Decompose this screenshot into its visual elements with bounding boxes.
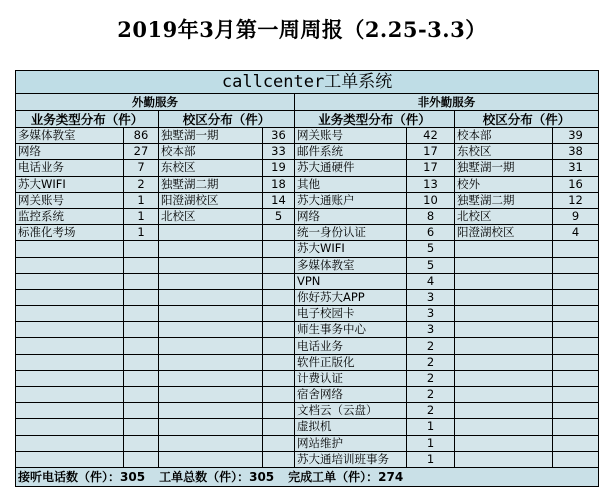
field-service-header: 外勤服务	[16, 94, 295, 111]
nonfield-campus-count-cell: 9	[553, 208, 599, 224]
table-row	[16, 176, 599, 192]
field-type-count-cell	[124, 257, 159, 273]
nonfield-type-header: 业务类型分布（件）	[295, 111, 455, 128]
nonfield-type-count-cell: 13	[407, 176, 455, 192]
field-campus-count-cell	[263, 354, 295, 370]
field-type-name-cell	[16, 273, 124, 289]
field-campus-name-cell	[159, 370, 263, 386]
table-row	[16, 338, 599, 354]
report-title: 2019年3月第一周周报（2.25-3.3）	[117, 17, 487, 42]
field-campus-count-cell	[263, 338, 295, 354]
table-row	[16, 306, 599, 322]
table-row	[16, 144, 599, 160]
nonfield-campus-count-cell: 16	[553, 176, 599, 192]
field-campus-name-cell: 东校区	[159, 160, 263, 176]
field-type-name-cell: 苏大WIFI	[16, 176, 124, 192]
nonfield-campus-name-cell	[455, 273, 553, 289]
field-type-name-cell	[16, 435, 124, 451]
table-row	[16, 289, 599, 305]
field-campus-name-cell	[159, 338, 263, 354]
nonfield-campus-count-cell	[553, 322, 599, 338]
nonfield-type-count-cell: 3	[407, 306, 455, 322]
nonfield-campus-name-cell	[455, 387, 553, 403]
calls-label: 接听电话数（件）：	[18, 469, 121, 484]
field-type-count-cell: 1	[124, 225, 159, 241]
nonfield-type-name-cell: 苏大通账户	[295, 192, 407, 208]
nonfield-type-name-cell: 电话业务	[295, 338, 407, 354]
table-row	[16, 419, 599, 435]
field-campus-name-cell	[159, 403, 263, 419]
field-campus-count-cell: 36	[263, 128, 295, 144]
field-type-name-cell	[16, 338, 124, 354]
table-row	[16, 192, 599, 208]
nonfield-campus-count-cell	[553, 403, 599, 419]
nonfield-type-name-cell: VPN	[295, 273, 407, 289]
field-type-count-cell	[124, 435, 159, 451]
table-row	[16, 273, 599, 289]
nonfield-campus-name-cell	[455, 419, 553, 435]
field-campus-count-cell: 14	[263, 192, 295, 208]
done-value: 274	[378, 469, 404, 484]
field-type-name-cell	[16, 241, 124, 257]
nonfield-campus-count-cell	[553, 419, 599, 435]
nonfield-campus-count-cell	[553, 435, 599, 451]
field-campus-count-cell	[263, 257, 295, 273]
nonfield-type-name-cell: 统一身份认证	[295, 225, 407, 241]
field-type-name-cell	[16, 257, 124, 273]
done-label: 完成工单（件）：	[288, 469, 379, 484]
nonfield-campus-count-cell	[553, 354, 599, 370]
nonfield-type-count-cell: 17	[407, 160, 455, 176]
field-type-count-cell: 7	[124, 160, 159, 176]
nonfield-campus-name-cell	[455, 435, 553, 451]
field-campus-name-cell	[159, 322, 263, 338]
nonfield-type-count-cell: 17	[407, 144, 455, 160]
nonfield-campus-count-cell	[553, 273, 599, 289]
nonfield-type-name-cell: 虚拟机	[295, 419, 407, 435]
table-row	[16, 241, 599, 257]
nonfield-type-name-cell: 苏大通硬件	[295, 160, 407, 176]
nonfield-type-count-cell: 2	[407, 338, 455, 354]
nonfield-service-header: 非外勤服务	[295, 94, 599, 111]
field-type-count-cell: 86	[124, 128, 159, 144]
field-type-count-cell: 1	[124, 208, 159, 224]
field-type-count-cell	[124, 403, 159, 419]
field-type-name-cell: 网关账号	[16, 192, 124, 208]
nonfield-campus-name-cell	[455, 370, 553, 386]
nonfield-campus-name-cell	[455, 257, 553, 273]
field-campus-name-cell	[159, 225, 263, 241]
nonfield-type-name-cell: 邮件系统	[295, 144, 407, 160]
field-type-name-cell: 电话业务	[16, 160, 124, 176]
nonfield-campus-count-cell	[553, 289, 599, 305]
nonfield-type-name-cell: 苏大通培训班事务	[295, 451, 407, 467]
field-type-name-cell: 网络	[16, 144, 124, 160]
nonfield-campus-name-cell	[455, 354, 553, 370]
field-campus-count-cell	[263, 387, 295, 403]
field-type-name-cell	[16, 289, 124, 305]
field-campus-name-cell: 阳澄湖校区	[159, 192, 263, 208]
field-type-name-cell	[16, 403, 124, 419]
nonfield-type-name-cell: 网站维护	[295, 435, 407, 451]
nonfield-type-count-cell: 5	[407, 257, 455, 273]
field-type-name-cell	[16, 354, 124, 370]
nonfield-campus-name-cell	[455, 338, 553, 354]
calls-value: 305	[120, 469, 146, 484]
field-type-name-cell	[16, 451, 124, 467]
field-campus-name-cell	[159, 289, 263, 305]
field-type-name-cell	[16, 370, 124, 386]
table-row	[16, 208, 599, 224]
nonfield-type-count-cell: 1	[407, 419, 455, 435]
field-type-name-cell	[16, 419, 124, 435]
nonfield-type-count-cell: 2	[407, 354, 455, 370]
field-type-count-cell	[124, 354, 159, 370]
nonfield-campus-name-cell	[455, 289, 553, 305]
nonfield-campus-count-cell	[553, 387, 599, 403]
field-campus-count-cell	[263, 225, 295, 241]
nonfield-type-name-cell: 电子校园卡	[295, 306, 407, 322]
field-campus-name-cell	[159, 257, 263, 273]
nonfield-type-count-cell: 42	[407, 128, 455, 144]
nonfield-campus-name-cell: 校本部	[455, 128, 553, 144]
nonfield-campus-name-cell: 校外	[455, 176, 553, 192]
nonfield-type-name-cell: 苏大WIFI	[295, 241, 407, 257]
nonfield-campus-count-cell: 12	[553, 192, 599, 208]
field-type-count-cell	[124, 306, 159, 322]
table-row	[16, 403, 599, 419]
nonfield-campus-count-cell	[553, 241, 599, 257]
field-campus-name-cell: 独墅湖一期	[159, 128, 263, 144]
field-campus-count-cell	[263, 273, 295, 289]
field-campus-count-cell	[263, 370, 295, 386]
nonfield-type-count-cell: 10	[407, 192, 455, 208]
field-type-count-cell	[124, 241, 159, 257]
field-type-count-cell	[124, 451, 159, 467]
field-campus-name-cell: 北校区	[159, 208, 263, 224]
orders-value: 305	[249, 469, 275, 484]
field-campus-name-cell	[159, 435, 263, 451]
field-campus-count-cell	[263, 403, 295, 419]
nonfield-type-name-cell: 多媒体教室	[295, 257, 407, 273]
nonfield-type-count-cell: 2	[407, 403, 455, 419]
field-campus-count-cell: 33	[263, 144, 295, 160]
field-type-count-cell	[124, 273, 159, 289]
field-type-count-cell	[124, 338, 159, 354]
field-campus-name-cell	[159, 451, 263, 467]
field-type-count-cell	[124, 419, 159, 435]
field-campus-name-cell: 校本部	[159, 144, 263, 160]
table-row	[16, 435, 599, 451]
field-campus-name-cell	[159, 419, 263, 435]
field-type-name-cell: 监控系统	[16, 208, 124, 224]
nonfield-campus-count-cell: 4	[553, 225, 599, 241]
nonfield-type-count-cell: 1	[407, 451, 455, 467]
summary-footer	[16, 467, 599, 486]
field-campus-name-cell	[159, 306, 263, 322]
table-row	[16, 387, 599, 403]
nonfield-campus-count-cell	[553, 451, 599, 467]
nonfield-campus-name-cell: 阳澄湖校区	[455, 225, 553, 241]
field-campus-name-cell: 独墅湖二期	[159, 176, 263, 192]
field-type-name-cell	[16, 306, 124, 322]
field-type-count-cell	[124, 289, 159, 305]
nonfield-type-name-cell: 网络	[295, 208, 407, 224]
nonfield-campus-count-cell: 38	[553, 144, 599, 160]
nonfield-campus-header: 校区分布（件）	[455, 111, 599, 128]
field-type-header: 业务类型分布（件）	[16, 111, 159, 128]
nonfield-type-name-cell: 你好苏大APP	[295, 289, 407, 305]
nonfield-campus-count-cell	[553, 370, 599, 386]
field-type-count-cell: 1	[124, 192, 159, 208]
orders-label: 工单总数（件）：	[159, 469, 250, 484]
field-campus-count-cell	[263, 435, 295, 451]
table-row	[16, 128, 599, 144]
table-row	[16, 257, 599, 273]
field-type-count-cell: 2	[124, 176, 159, 192]
nonfield-type-count-cell: 8	[407, 208, 455, 224]
nonfield-campus-name-cell	[455, 306, 553, 322]
nonfield-campus-name-cell: 独墅湖二期	[455, 192, 553, 208]
field-type-name-cell: 标准化考场	[16, 225, 124, 241]
field-campus-count-cell	[263, 289, 295, 305]
nonfield-campus-name-cell	[455, 451, 553, 467]
nonfield-type-count-cell: 6	[407, 225, 455, 241]
nonfield-type-name-cell: 网关账号	[295, 128, 407, 144]
nonfield-type-name-cell: 其他	[295, 176, 407, 192]
field-campus-count-cell	[263, 451, 295, 467]
nonfield-type-name-cell: 软件正版化	[295, 354, 407, 370]
nonfield-campus-count-cell	[553, 257, 599, 273]
field-campus-count-cell: 19	[263, 160, 295, 176]
table-row	[16, 322, 599, 338]
field-campus-name-cell	[159, 241, 263, 257]
field-campus-count-cell	[263, 241, 295, 257]
nonfield-type-count-cell: 4	[407, 273, 455, 289]
field-type-name-cell	[16, 387, 124, 403]
field-campus-count-cell	[263, 306, 295, 322]
table-row	[16, 370, 599, 386]
field-type-count-cell	[124, 322, 159, 338]
field-type-name-cell	[16, 322, 124, 338]
nonfield-type-count-cell: 3	[407, 289, 455, 305]
nonfield-campus-name-cell: 东校区	[455, 144, 553, 160]
field-campus-count-cell: 5	[263, 208, 295, 224]
nonfield-campus-count-cell	[553, 338, 599, 354]
table-row	[16, 160, 599, 176]
field-campus-name-cell	[159, 273, 263, 289]
field-type-count-cell: 27	[124, 144, 159, 160]
field-campus-name-cell	[159, 387, 263, 403]
nonfield-campus-name-cell: 独墅湖一期	[455, 160, 553, 176]
field-type-count-cell	[124, 387, 159, 403]
nonfield-campus-name-cell: 北校区	[455, 208, 553, 224]
field-type-count-cell	[124, 370, 159, 386]
nonfield-type-name-cell: 计费认证	[295, 370, 407, 386]
field-type-name-cell: 多媒体教室	[16, 128, 124, 144]
field-campus-count-cell	[263, 322, 295, 338]
field-campus-count-cell: 18	[263, 176, 295, 192]
nonfield-type-count-cell: 2	[407, 370, 455, 386]
callcenter-report-table	[15, 70, 599, 487]
nonfield-type-count-cell: 1	[407, 435, 455, 451]
nonfield-type-name-cell: 文档云（云盘）	[295, 403, 407, 419]
field-campus-count-cell	[263, 419, 295, 435]
nonfield-type-count-cell: 2	[407, 387, 455, 403]
table-row	[16, 225, 599, 241]
nonfield-campus-count-cell: 39	[553, 128, 599, 144]
table-row	[16, 451, 599, 467]
table-row	[16, 354, 599, 370]
nonfield-campus-count-cell	[553, 306, 599, 322]
nonfield-campus-name-cell	[455, 241, 553, 257]
nonfield-type-count-cell: 3	[407, 322, 455, 338]
field-campus-name-cell	[159, 354, 263, 370]
nonfield-campus-name-cell	[455, 322, 553, 338]
nonfield-type-name-cell: 师生事务中心	[295, 322, 407, 338]
nonfield-campus-name-cell	[455, 403, 553, 419]
nonfield-campus-count-cell: 31	[553, 160, 599, 176]
nonfield-type-name-cell: 宿舍网络	[295, 387, 407, 403]
field-campus-header: 校区分布（件）	[159, 111, 295, 128]
nonfield-type-count-cell: 5	[407, 241, 455, 257]
system-title: callcenter工单系统	[16, 71, 599, 94]
